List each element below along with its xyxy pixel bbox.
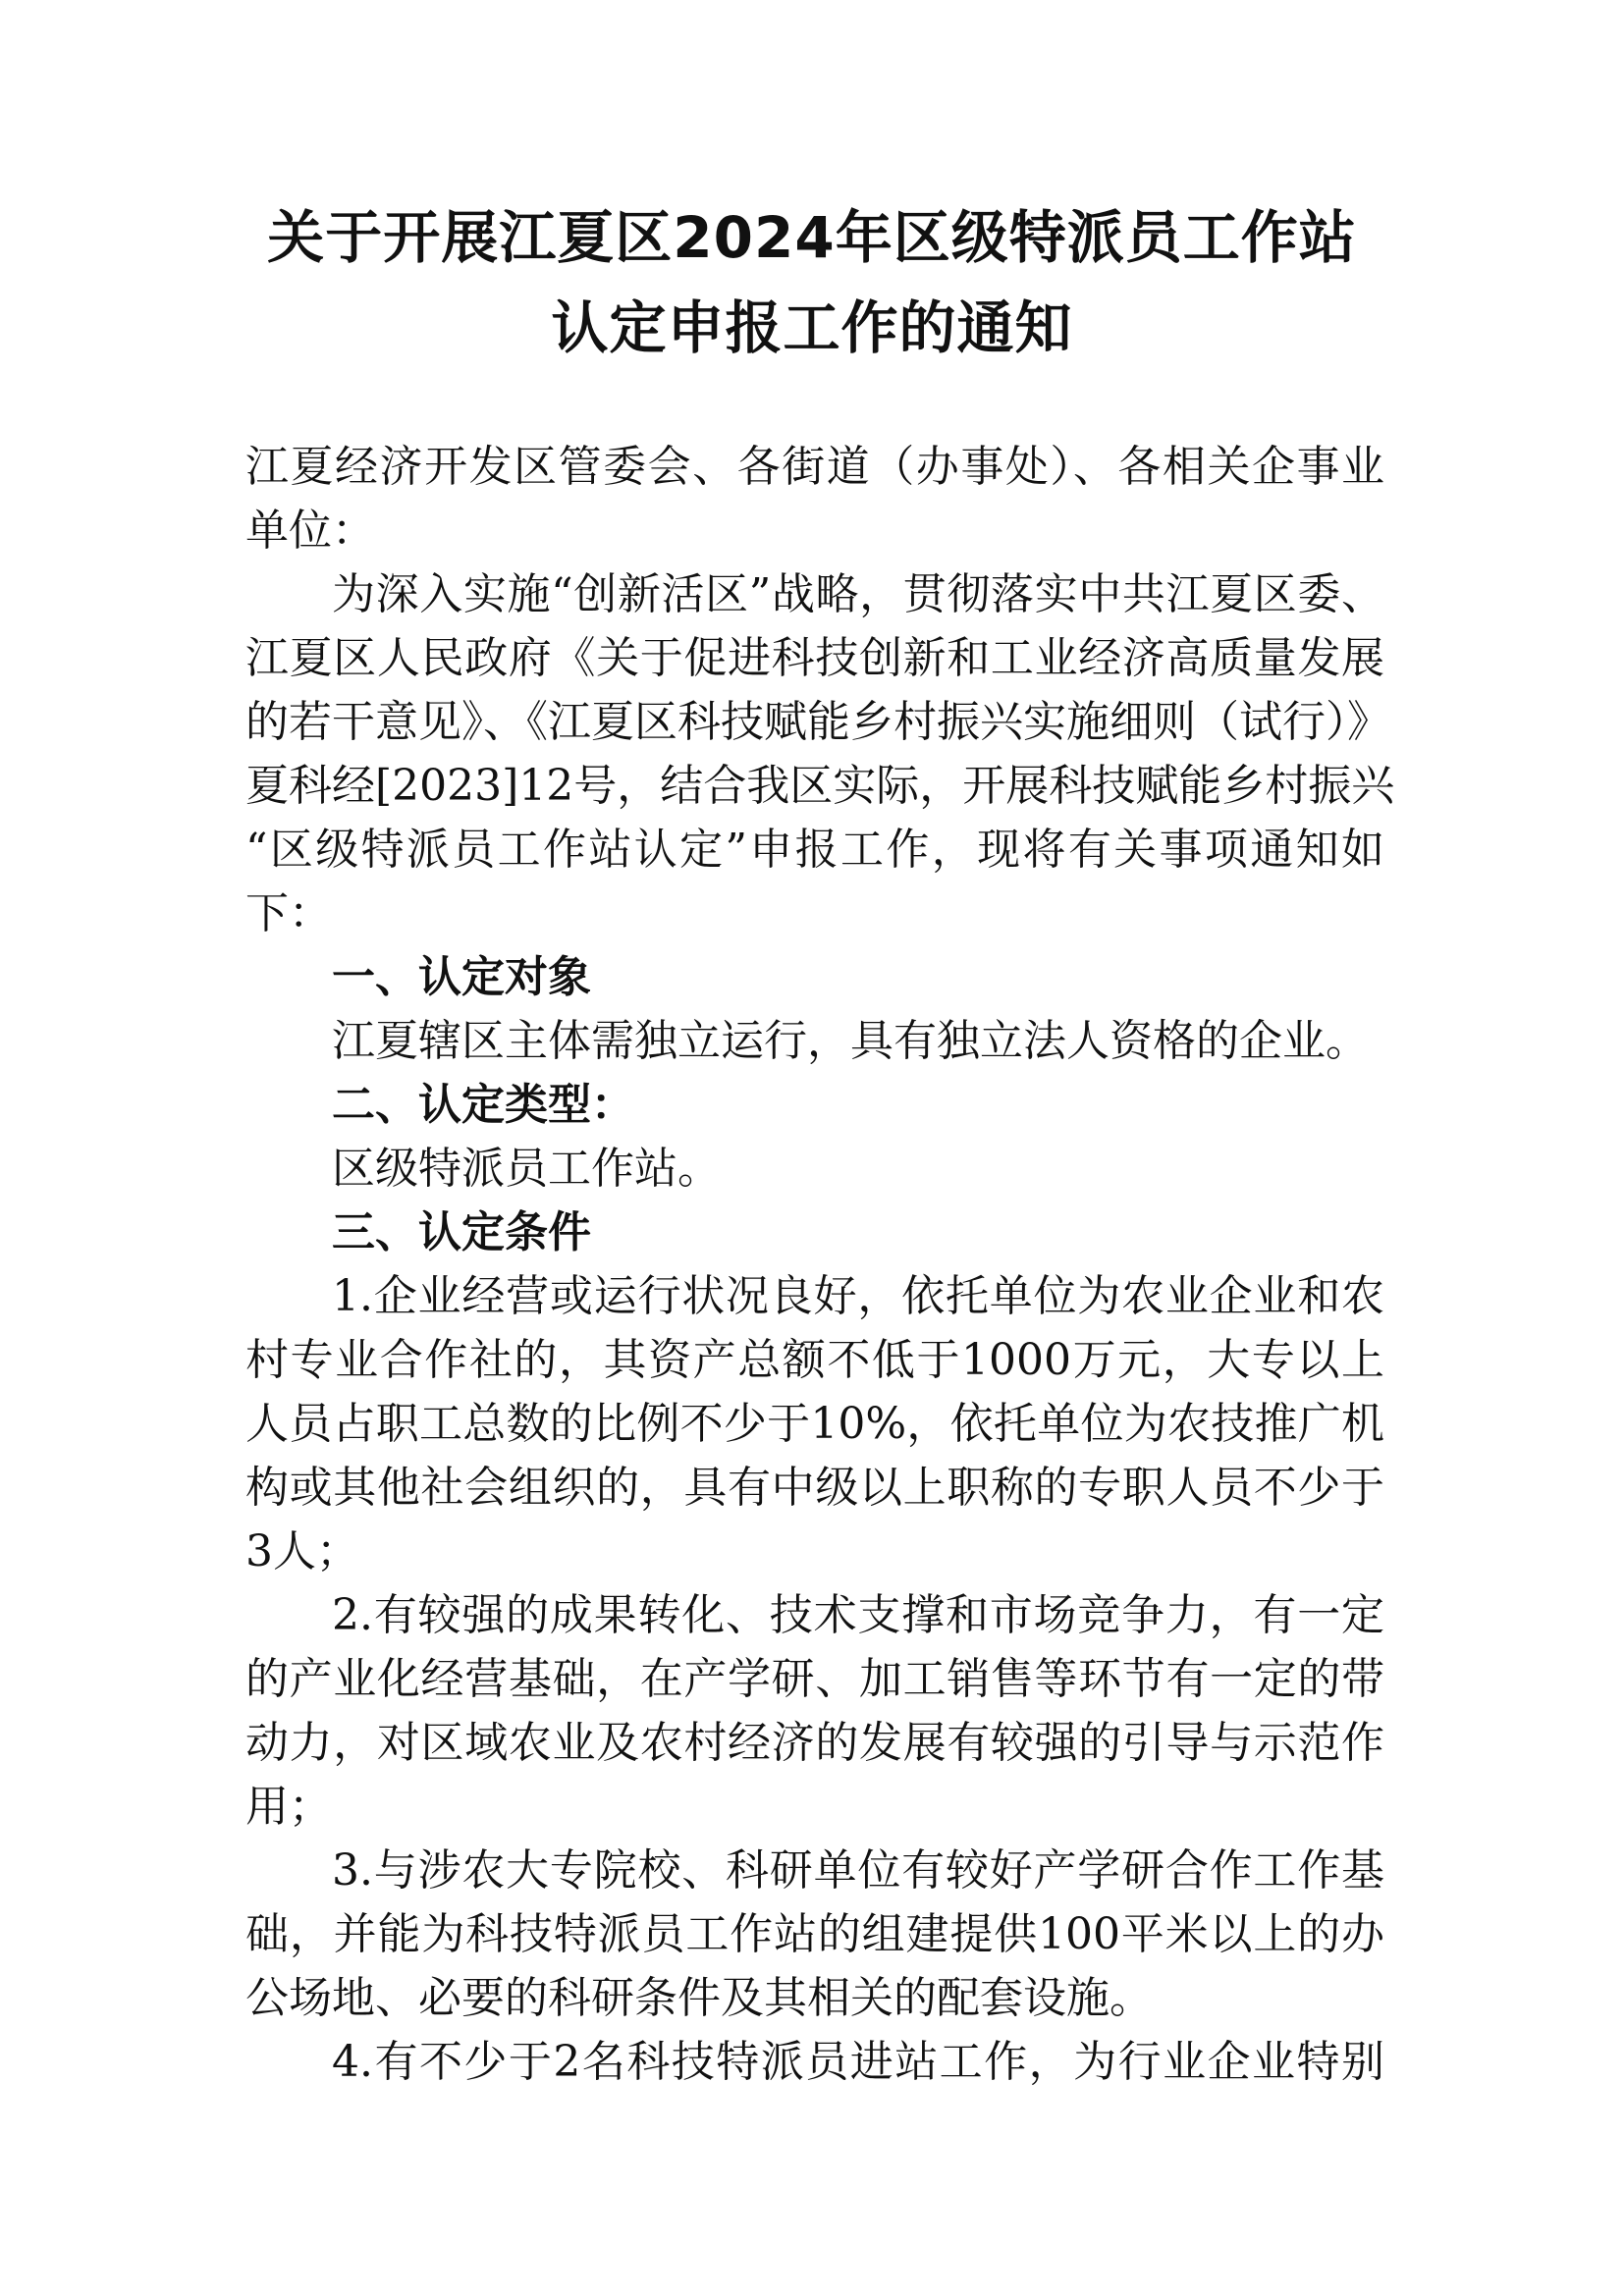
condition-4-line-1: 4.有不少于2名科技特派员进站工作，为行业企业特别 [332,2037,1384,2087]
document-title [245,192,1379,373]
addressee-line-1: 江夏经济开发区管委会、各街道（办事处）、各相关企事业 [245,442,1384,492]
title-line-1: 关于开展江夏区2024年区级特派员工作站 [267,204,1357,271]
section-1-heading: 一、认定对象 [332,952,591,1002]
condition-3-line-3: 公场地、必要的科研条件及其相关的配套设施。 [245,1973,1153,2023]
intro-line-6: 下： [245,888,332,938]
section-2-text: 区级特派员工作站。 [332,1144,721,1194]
condition-2-line-4: 用； [245,1782,332,1832]
condition-2-line-3: 动力，对区域农业及农村经济的发展有较强的引导与示范作 [245,1718,1384,1768]
condition-3-line-2: 础，并能为科技特派员工作站的组建提供100平米以上的办 [245,1909,1384,1959]
condition-3-line-1: 3.与涉农大专院校、科研单位有较好产学研合作工作基 [332,1845,1384,1896]
addressee-line-2: 单位： [245,506,375,556]
condition-2-line-2: 的产业化经营基础，在产学研、加工销售等环节有一定的带 [245,1654,1384,1704]
intro-line-5: “区级特派员工作站认定”申报工作，现将有关事项通知如 [245,825,1384,875]
intro-line-1: 为深入实施“创新活区”战略，贯彻落实中共江夏区委、 [332,569,1384,619]
condition-1-line-3: 人员占职工总数的比例不少于10%，依托单位为农技推广机 [245,1399,1384,1449]
condition-1-line-1: 1.企业经营或运行状况良好，依托单位为农业企业和农 [332,1271,1384,1321]
title-line-2: 认定申报工作的通知 [551,294,1073,361]
intro-line-4: 夏科经[2023]12号，结合我区实际，开展科技赋能乡村振兴 [245,761,1395,811]
condition-2-line-1: 2.有较强的成果转化、技术支撑和市场竞争力，有一定 [332,1590,1384,1640]
section-3-heading: 三、认定条件 [332,1207,591,1257]
condition-1-line-4: 构或其他社会组织的，具有中级以上职称的专职人员不少于 [245,1463,1384,1513]
section-1-text: 江夏辖区主体需独立运行，具有独立法人资格的企业。 [332,1016,1369,1066]
section-2-heading: 二、认定类型： [332,1080,634,1130]
intro-line-3: 的若干意见》、《江夏区科技赋能乡村振兴实施细则（试行）》 [245,697,1390,747]
condition-1-line-2: 村专业合作社的，其资产总额不低于1000万元，大专以上 [245,1335,1384,1385]
intro-line-2: 江夏区人民政府《关于促进科技创新和工业经济高质量发展 [245,633,1384,683]
document-body [245,435,1395,2094]
condition-1-line-5: 3人； [245,1526,359,1576]
